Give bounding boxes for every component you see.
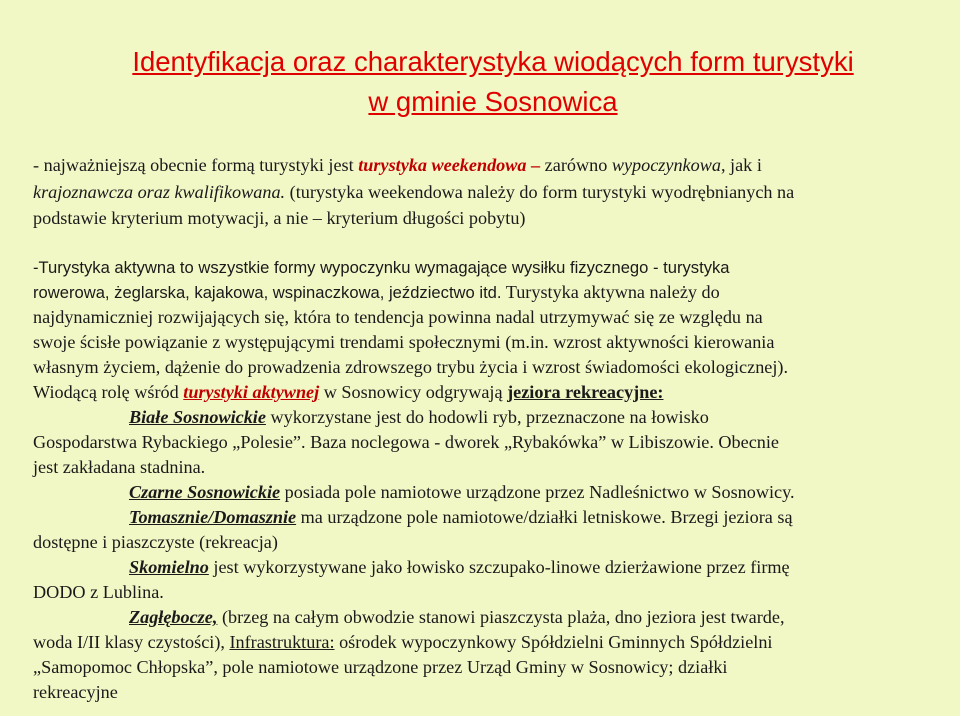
text-line: rekreacyjne: [33, 682, 118, 702]
text-line: [33, 405, 943, 430]
lake-name: Zagłębocze,: [129, 607, 218, 627]
text-line: Gospodarstwa Rybackiego „Polesie”. Baza noclegowa - dworek „Rybakówka” w Libiszowie. Obecnie: [33, 432, 780, 452]
text-run-italic: oraz: [133, 181, 175, 202]
text-run: - najważniejszą obecnie formą turystyki jest: [33, 155, 359, 175]
text-line: jest zakładana stadnina.: [33, 457, 206, 477]
text-run-italic: kwalifikowana.: [174, 181, 286, 202]
highlight-weekend-tourism: turystyka weekendowa: [358, 155, 527, 175]
text-run-italic: krajoznawcza: [33, 181, 134, 202]
text-line: [33, 505, 943, 530]
text-line: dostępne i piaszczyste (rekreacja): [33, 532, 278, 552]
text-line: własnym życiem, dążenie do prowadzenia zdrowszego trybu życia i wzrost świadomości ekologicznej).: [33, 357, 789, 377]
text-run: , jak i: [720, 155, 762, 175]
text-run: zarówno: [544, 155, 612, 175]
text-run-italic: wypoczynkowa: [611, 155, 721, 175]
text-run: Wiodącą rolę wśród: [33, 382, 184, 402]
text-line: -Turystyka aktywna to wszystkie formy wypoczynku wymagające wysiłku fizycznego - turystyka: [33, 258, 730, 277]
text-line: [33, 480, 943, 505]
text-run: swoje ścisłe powiązanie z występującymi trendami społecznymi (m.in.: [33, 332, 549, 352]
text-line: [33, 605, 943, 630]
lake-name: Skomielno: [129, 557, 209, 577]
text-run: wzrost aktywności kierowania: [548, 332, 775, 352]
text-run: w Sosnowicy odgrywają: [319, 382, 508, 402]
text-run: rowerowa, żeglarska, kajakowa, wspinaczkowa, jeździectwo itd.: [33, 283, 502, 302]
title-line-2: w gminie Sosnowica: [368, 86, 618, 117]
text-run: (brzeg na całym obwodzie stanowi piaszczysta plaża, dno jeziora jest twarde,: [217, 607, 785, 627]
text-line: [33, 152, 938, 179]
infrastructure-label: Infrastruktura:: [229, 632, 335, 652]
paragraph-active-tourism: [33, 255, 943, 705]
text-run: (turystyka weekendowa należy do form turystyki wyodrębnianych na: [285, 181, 795, 202]
slide-title: [38, 42, 948, 122]
text-run: ośrodek wypoczynkowy Spółdzielni Gminnych Spółdzielni: [334, 632, 773, 652]
dash: –: [526, 155, 545, 175]
lake-name: Czarne Sosnowickie: [129, 482, 281, 502]
text-line: [33, 330, 943, 355]
text-line: podstawie kryterium motywacji, a nie – kryterium długości pobytu): [33, 208, 526, 228]
text-line: [33, 280, 943, 305]
lake-name: Tomasznie/Domasznie: [129, 507, 297, 527]
text-run: posiada pole namiotowe urządzone przez Nadleśnictwo w Sosnowicy.: [280, 482, 795, 502]
text-run: jest wykorzystywane jako łowisko szczupako-linowe dzierżawione przez firmę: [208, 557, 790, 577]
highlight-lakes: jeziora rekreacyjne:: [507, 382, 664, 402]
text-run: Turystyka aktywna należy do: [501, 282, 720, 302]
highlight-active-tourism: turystyki aktywnej: [183, 382, 320, 402]
text-line: DODO z Lublina.: [33, 582, 164, 602]
text-line: [33, 179, 938, 206]
text-run: woda I/II klasy czystości),: [33, 632, 230, 652]
text-run: ma urządzone pole namiotowe/działki letniskowe. Brzegi jeziora są: [296, 507, 793, 527]
title-line-1: Identyfikacja oraz charakterystyka wiodących form turystyki: [132, 46, 854, 77]
text-line: [33, 380, 943, 405]
text-run: wykorzystane jest do hodowli ryb, przeznaczone na łowisko: [265, 407, 709, 427]
text-line: [33, 630, 943, 655]
text-line: „Samopomoc Chłopska”, pole namiotowe urządzone przez Urząd Gminy w Sosnowicy; działki: [33, 657, 728, 677]
text-line: najdynamiczniej rozwijających się, która to tendencja powinna nadal utrzymywać się ze względu na: [33, 307, 763, 327]
text-line: [33, 555, 943, 580]
paragraph-weekend-tourism: [33, 152, 938, 232]
lake-name: Białe Sosnowickie: [129, 407, 266, 427]
